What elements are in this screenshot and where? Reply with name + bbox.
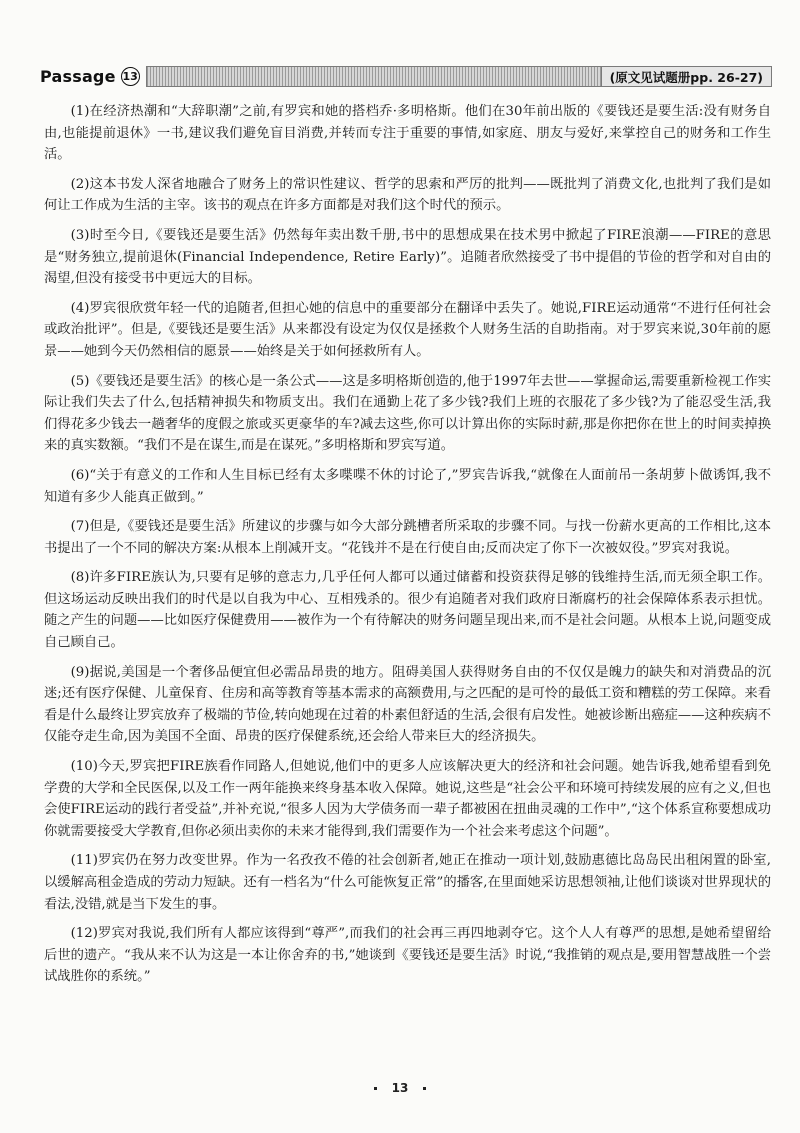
paragraph-10: (10)今天,罗宾把FIRE族看作同路人,但她说,他们中的更多人应该解决更大的经济和社会问题。她告诉我,她希望看到免学费的大学和全民医保,以及工作一两年能换来终身基本收入保障。她说,这些是“社会公平和环境可持续发展的应有之义,但也会使FIRE运动的践行者受益”,并补充说,“很多人因为大学债务而一辈子都被困在扭曲灵魂的工作中”,“这个体系宣称要想成功你就需要接受大学教育,但你必须出卖你的未来才能得到,我们需要作为一个社会来考虑这个问题”。 (44, 759, 771, 839)
passage-header (40, 65, 772, 88)
paragraph-4: (4)罗宾很欣赏年轻一代的追随者,但担心她的信息中的重要部分在翻译中丢失了。她说,FIRE运动通常“不进行任何社会或政治批评”。但是,《要钱还是要生活》从来都没有设定为仅仅是拯救个人财务生活的自助指南。对于罗宾来说,30年前的愿景——她到今天仍然相信的愿景——始终是关于如何拯救所有人。 (44, 300, 771, 359)
paragraph-11: (11)罗宾仍在努力改变世界。作为一名孜孜不倦的社会创新者,她正在推动一项计划,鼓励惠德比岛岛民出租闲置的卧室,以缓解高租金造成的劳动力短缺。还有一档名为“什么可能恢复正常”的播客,在里面她采访思想领袖,让他们谈谈对世界现状的看法,没错,就是当下发生的事。 (44, 853, 771, 912)
paragraph-6: (6)“关于有意义的工作和人生目标已经有太多喋喋不休的讨论了,”罗宾告诉我,“就像在人面前吊一条胡萝卜做诱饵,我不知道有多少人能真正做到。” (44, 467, 771, 505)
paragraph-8: (8)许多FIRE族认为,只要有足够的意志力,几乎任何人都可以通过储蓄和投资获得足够的钱维持生活,而无须全职工作。但这场运动反映出我们的时代是以自我为中心、互相残杀的。很少有追随者对我们政府日渐腐朽的社会保障体系表示担忧。随之产生的问题——比如医疗保健费用——被作为一个有待解决的财务问题呈现出来,而不是社会问题。从根本上说,问题变成自己顾自己。 (44, 570, 771, 651)
footer-dot-left (374, 1087, 377, 1090)
passage-label: Passage (40, 67, 116, 86)
paragraph-5: (5)《要钱还是要生活》的核心是一条公式——这是多明格斯创造的,他于1997年去世——掌握命运,需要重新检视工作实际让我们失去了什么,包括精神损失和物质支出。我们在通勤上花了多少钱?我们上班的衣服花了多少钱?为了能忍受生活,我们得花多少钱去一趟奢华的度假之旅或买更豪华的车?减去这些,你可以计算出你的实际时薪,那是你把你在世上的时间卖掉换来的真实数额。“我们不是在谋生,而是在谋死。”多明格斯和罗宾写道。 (44, 373, 771, 454)
passage-body (44, 101, 771, 996)
paragraph-2: (2)这本书发人深省地融合了财务上的常识性建议、哲学的思索和严厉的批判——既批判了消费文化,也批判了我们是如何让工作成为生活的主宰。该书的观点在许多方面都是对我们这个时代的预示。 (44, 176, 771, 214)
paragraph-7: (7)但是,《要钱还是要生活》所建议的步骤与如今大部分跳槽者所采取的步骤不同。与找一份薪水更高的工作相比,这本书提出了一个不同的解决方案:从根本上削减开支。“花钱并不是在行使自由;反而决定了你下一次被奴役。”罗宾对我说。 (44, 519, 771, 556)
paragraph-12: (12)罗宾对我说,我们所有人都应该得到“尊严”,而我们的社会再三再四地剥夺它。这个人人有尊严的思想,是她希望留给后世的遗产。“我从来不认为这是一本让你舍弃的书,”她谈到《要钱还是要生活》时说,“我推销的观点是,要用智慧战胜一个尝试战胜你的系统。” (44, 926, 771, 985)
reference-note: (原文见试题册pp. 26-27) (601, 67, 771, 86)
page-number: 13 (391, 1081, 409, 1095)
paragraph-1: (1)在经济热潮和“大辞职潮”之前,有罗宾和她的搭档乔·多明格斯。他们在30年前出版的《要钱还是要生活:没有财务自由,也能提前退休》一书,建议我们避免盲目消费,并转而专注于重要的事情,如家庭、朋友与爱好,来掌控自己的财务和工作生活。 (44, 104, 771, 163)
page-footer (0, 1081, 800, 1095)
header-decorative-bar (146, 66, 772, 87)
paragraph-9: (9)据说,美国是一个奢侈品便宜但必需品昂贵的地方。阻碍美国人获得财务自由的不仅仅是魄力的缺失和对消费品的沉迷;还有医疗保健、儿童保育、住房和高等教育等基本需求的高额费用,与之匹配的是可怜的最低工资和糟糕的劳工保障。来看看是什么最终让罗宾放弃了极端的节俭,转向她现在过着的朴素但舒适的生活,会很有启发性。她被诊断出癌症——这种疾病不仅能夺走生命,因为美国不全面、昂贵的医疗保健系统,还会给人带来巨大的经济损失。 (44, 664, 771, 745)
passage-number-badge: 13 (121, 67, 140, 86)
footer-dot-right (423, 1087, 426, 1090)
paragraph-3: (3)时至今日,《要钱还是要生活》仍然每年卖出数千册,书中的思想成果在技术男中掀起了FIRE浪潮——FIRE的意思是“财务独立,提前退休(Financial Independence, Retire Early)”。追随者欣然接受了书中提倡的节俭的哲学和对自由的渴望,但没有接受书中更远大的目标。 (44, 227, 771, 287)
